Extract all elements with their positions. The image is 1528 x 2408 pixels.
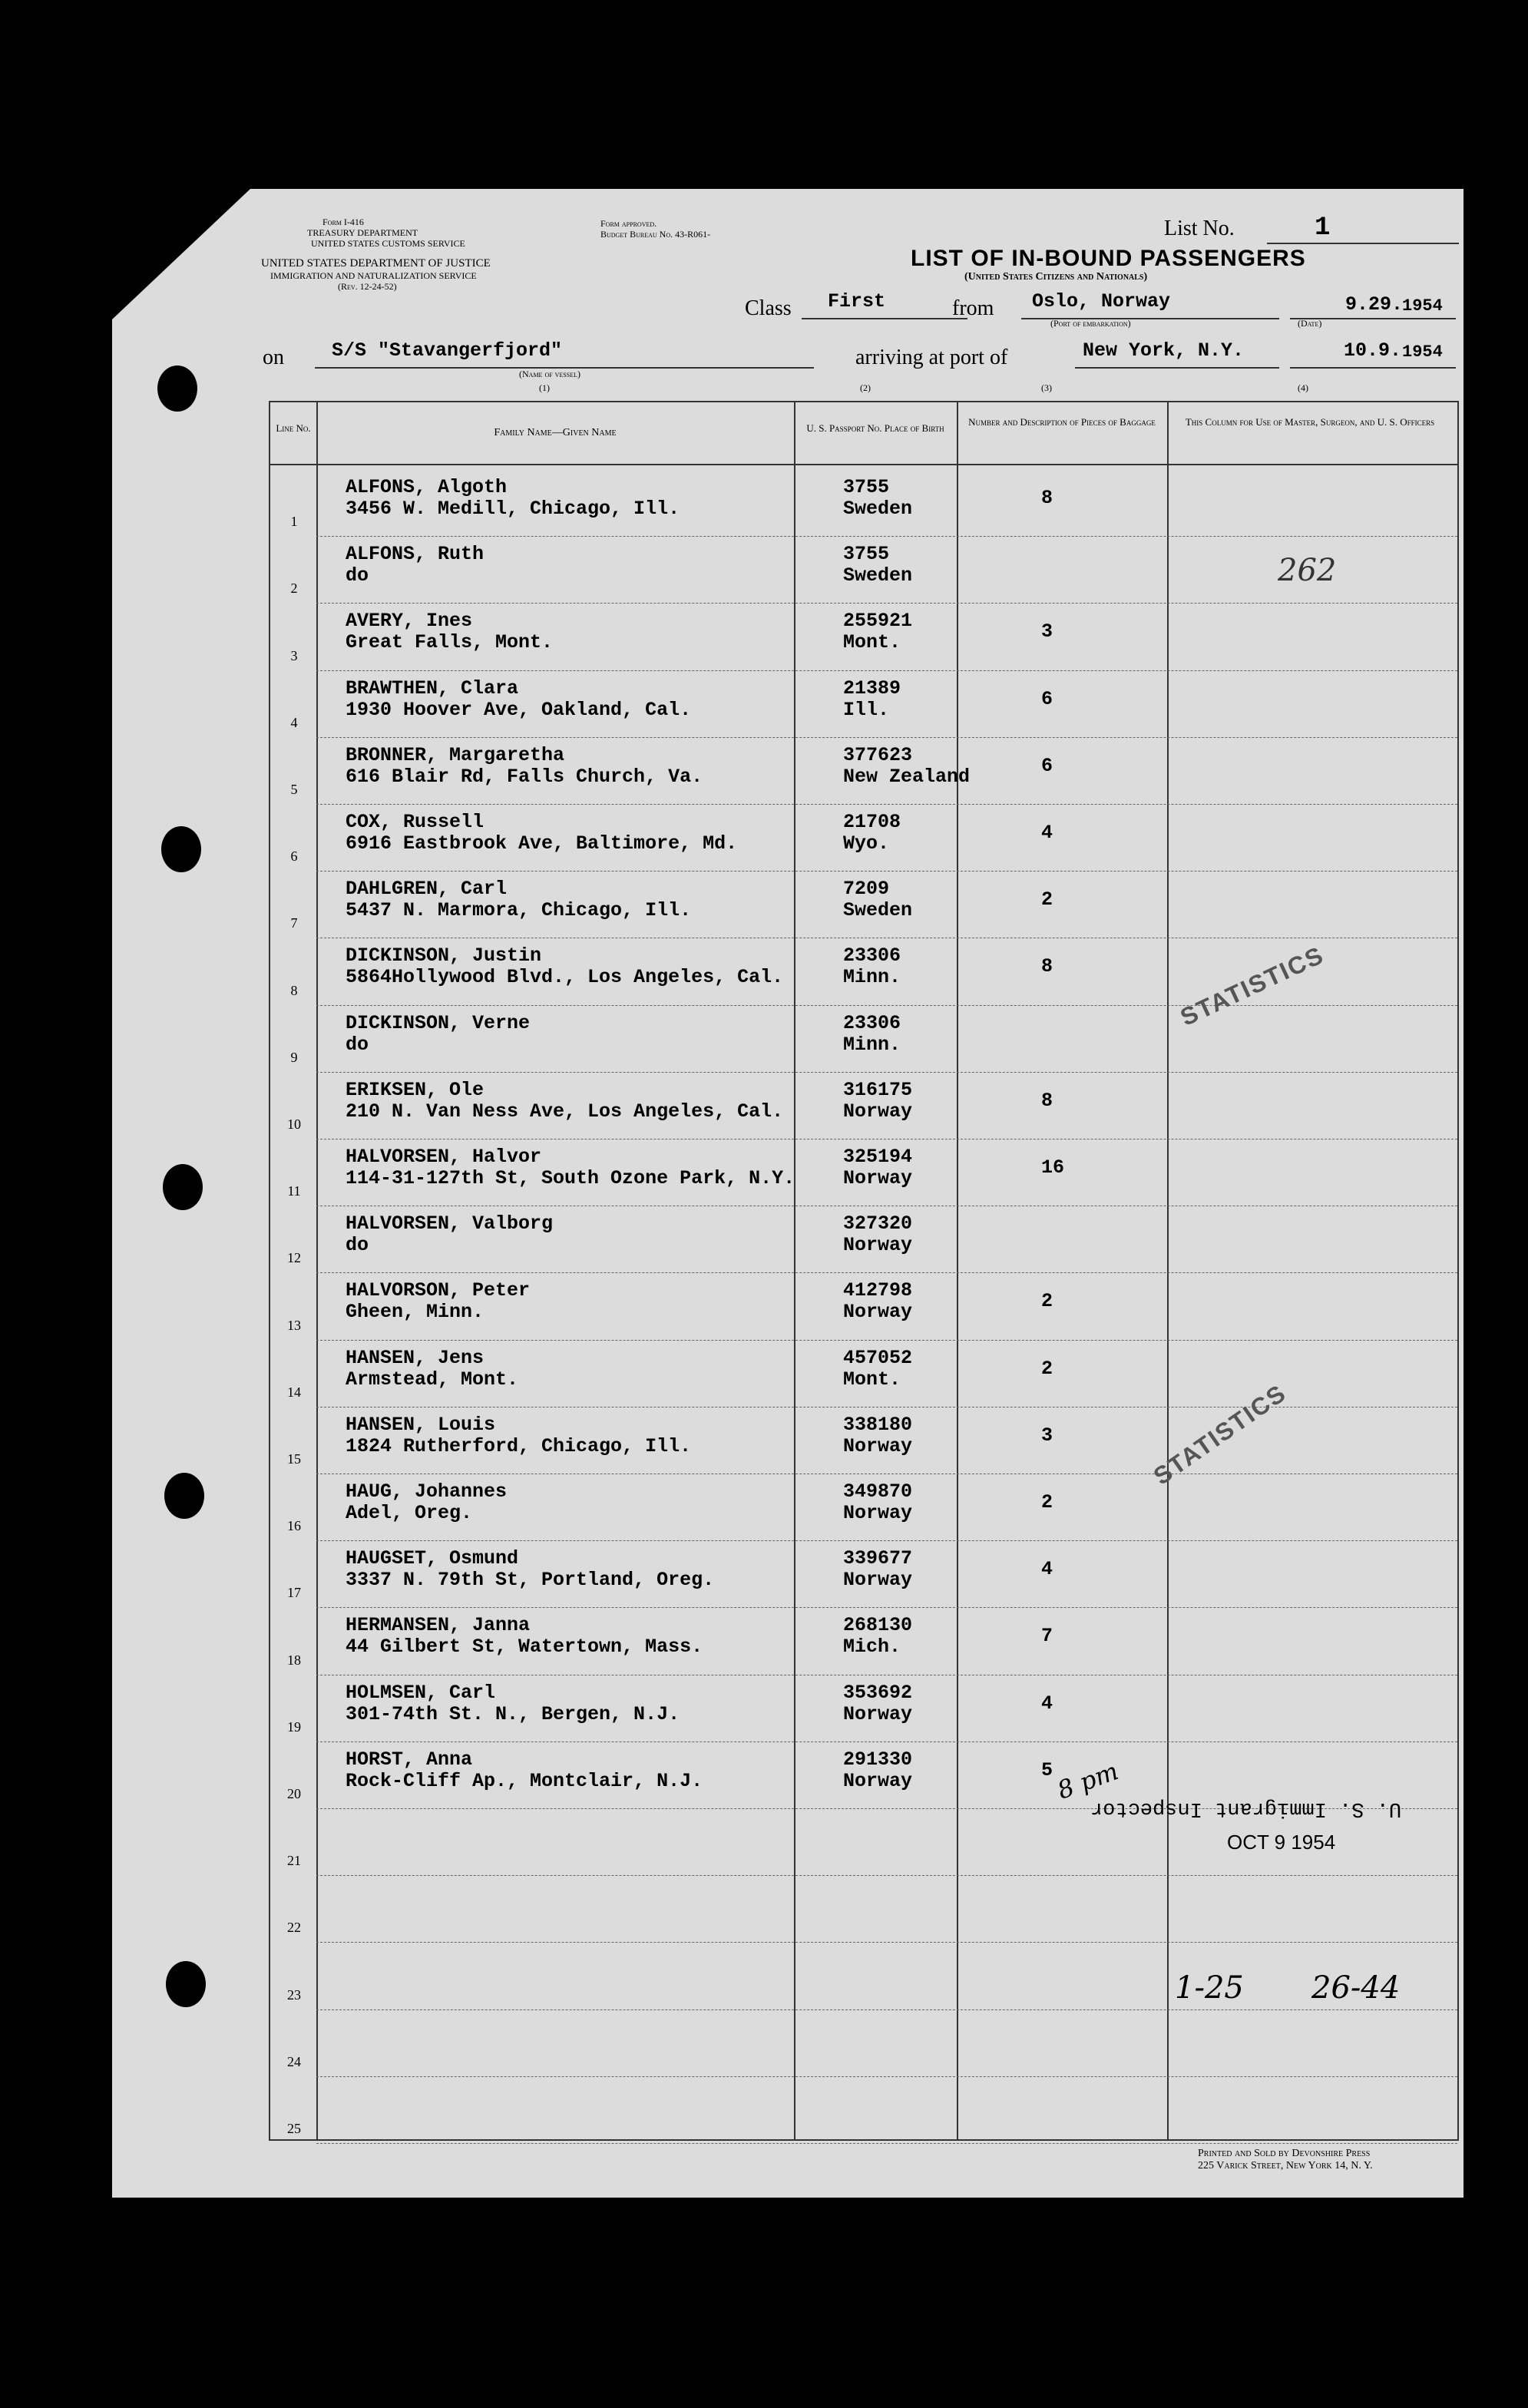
treasury-line: TREASURY DEPARTMENT xyxy=(307,227,418,238)
table-row xyxy=(270,738,1457,805)
passenger-address: do xyxy=(346,1033,369,1056)
arrival-date: 10.9. xyxy=(1344,339,1402,362)
list-no-label: List No. xyxy=(1164,217,1235,240)
baggage-count: 8 xyxy=(1041,1089,1053,1112)
footer-printer: Printed and Sold by Devonshire Press xyxy=(1198,2148,1371,2159)
passport-number: 23306 xyxy=(843,944,901,968)
table-row xyxy=(270,872,1457,938)
customs-line: UNITED STATES CUSTOMS SERVICE xyxy=(311,238,465,249)
passenger-name: BRONNER, Margaretha xyxy=(346,743,565,766)
arrival-date-col-num: (4) xyxy=(1298,382,1308,393)
line-number: 22 xyxy=(287,1920,301,1936)
passenger-name: HAUG, Johannes xyxy=(346,1480,508,1503)
line-number: 8 xyxy=(290,982,298,998)
place-of-birth: Mich. xyxy=(843,1636,901,1659)
vessel-caption: (Name of vessel) xyxy=(519,369,580,379)
table-row xyxy=(270,1073,1457,1140)
passport-number: 255921 xyxy=(843,610,913,633)
place-of-birth: Mont. xyxy=(843,1368,901,1391)
table-row xyxy=(270,1608,1457,1675)
line-number: 13 xyxy=(287,1317,301,1333)
passenger-address: do xyxy=(346,564,369,587)
vessel-name: S/S "Stavangerfjord" xyxy=(332,339,563,362)
passenger-name: ALFONS, Algoth xyxy=(346,476,508,498)
form-approved: Form approved. xyxy=(600,218,657,229)
form-number: Form I-416 xyxy=(322,217,364,227)
passenger-table xyxy=(269,401,1459,2141)
class-underline xyxy=(802,318,967,319)
ins-line: IMMIGRATION AND NATURALIZATION SERVICE xyxy=(270,270,477,281)
table-row xyxy=(270,1140,1457,1206)
header-baggage: Number and Description of Pieces of Baggage xyxy=(968,416,1156,428)
line-number: 20 xyxy=(287,1785,301,1801)
passport-number: 3755 xyxy=(843,543,890,566)
passport-number: 457052 xyxy=(843,1346,913,1369)
line-number: 6 xyxy=(290,848,298,865)
place-of-birth: New Zealand xyxy=(843,765,971,788)
footer-address: 225 Varick Street, New York 14, N. Y. xyxy=(1198,2160,1373,2172)
revision-line: (Rev. 12-24-52) xyxy=(338,281,397,292)
passenger-address: Great Falls, Mont. xyxy=(346,631,554,654)
baggage-count: 8 xyxy=(1041,487,1053,509)
port-caption: (Port of embarkation) xyxy=(1050,318,1131,329)
header-officers: This Column for Use of Master, Surgeon, and U. S. Officers xyxy=(1185,416,1435,428)
table-row xyxy=(270,1943,1457,2009)
table-row xyxy=(270,1006,1457,1073)
passenger-address: 5864Hollywood Blvd., Los Angeles, Cal. xyxy=(346,966,784,989)
line-number: 1 xyxy=(290,514,298,530)
baggage-count: 16 xyxy=(1041,1156,1065,1179)
table-row xyxy=(270,604,1457,670)
table-row xyxy=(270,1474,1457,1541)
place-of-birth: Norway xyxy=(843,1100,913,1123)
place-of-birth: Norway xyxy=(843,1167,913,1189)
passenger-name: DICKINSON, Justin xyxy=(346,944,542,968)
place-of-birth: Sweden xyxy=(843,564,913,587)
passenger-name: AVERY, Ines xyxy=(346,610,473,633)
line-number: 23 xyxy=(287,1986,301,2003)
place-of-birth: Norway xyxy=(843,1434,913,1457)
on-label: on xyxy=(263,346,284,369)
passenger-address: 3337 N. 79th St, Portland, Oreg. xyxy=(346,1569,715,1592)
arriving-label: arriving at port of xyxy=(855,346,1008,369)
place-of-birth: Minn. xyxy=(843,966,901,989)
statistics-stamp-1: STATISTICS xyxy=(1176,941,1328,1032)
baggage-count: 8 xyxy=(1041,955,1053,978)
passport-number: 316175 xyxy=(843,1078,913,1101)
list-no-value: 1 xyxy=(1315,213,1331,243)
passenger-address: 44 Gilbert St, Watertown, Mass. xyxy=(346,1636,703,1659)
passenger-address: Gheen, Minn. xyxy=(346,1301,485,1324)
passenger-name: HALVORSON, Peter xyxy=(346,1279,531,1302)
passenger-name: HALVORSEN, Halvor xyxy=(346,1146,542,1168)
table-row xyxy=(270,1541,1457,1608)
row-divider xyxy=(316,2143,1457,2144)
tally-right: 26-44 xyxy=(1311,1970,1401,2006)
passport-number: 349870 xyxy=(843,1480,913,1503)
passport-number: 21708 xyxy=(843,811,901,833)
baggage-count: 4 xyxy=(1041,822,1053,844)
table-row xyxy=(270,1675,1457,1742)
passenger-address: 616 Blair Rd, Falls Church, Va. xyxy=(346,765,703,788)
inspector-stamp: U. S. Immigrant Inspector xyxy=(1090,1797,1402,1820)
depart-year: 1954 xyxy=(1402,296,1443,316)
baggage-count: 4 xyxy=(1041,1692,1053,1715)
place-of-birth: Norway xyxy=(843,1301,913,1324)
line-number: 3 xyxy=(290,647,298,663)
baggage-count: 2 xyxy=(1041,1290,1053,1313)
table-row xyxy=(270,2010,1457,2077)
baggage-count: 7 xyxy=(1041,1625,1053,1648)
place-of-birth: Sweden xyxy=(843,899,913,922)
place-of-birth: Norway xyxy=(843,1702,913,1725)
line-number: 7 xyxy=(290,915,298,931)
baggage-count: 3 xyxy=(1041,620,1053,643)
passport-number: 412798 xyxy=(843,1279,913,1302)
passport-number: 21389 xyxy=(843,676,901,700)
passenger-name: HALVORSEN, Valborg xyxy=(346,1212,554,1235)
justice-line: UNITED STATES DEPARTMENT OF JUSTICE xyxy=(261,257,491,270)
passenger-address: 1930 Hoover Ave, Oakland, Cal. xyxy=(346,698,692,721)
passenger-address: 210 N. Van Ness Ave, Los Angeles, Cal. xyxy=(346,1100,784,1123)
passport-number: 353692 xyxy=(843,1681,913,1704)
baggage-count: 2 xyxy=(1041,888,1053,911)
passport-number: 291330 xyxy=(843,1748,913,1771)
inspector-date: OCT 9 1954 xyxy=(1227,1831,1336,1854)
line-number: 25 xyxy=(287,2120,301,2136)
passenger-name: HAUGSET, Osmund xyxy=(346,1547,519,1570)
line-number: 18 xyxy=(287,1652,301,1668)
passport-number: 3755 xyxy=(843,476,890,498)
place-of-birth: Norway xyxy=(843,1234,913,1257)
passenger-name: HOLMSEN, Carl xyxy=(346,1681,496,1704)
passenger-name: BRAWTHEN, Clara xyxy=(346,676,519,700)
list-no-underline xyxy=(1267,243,1459,244)
table-row xyxy=(270,805,1457,872)
passenger-address: Adel, Oreg. xyxy=(346,1502,473,1524)
passenger-address: 1824 Rutherford, Chicago, Ill. xyxy=(346,1434,692,1457)
header-name: Family Name—Given Name xyxy=(494,427,617,438)
passenger-address: 6916 Eastbrook Ave, Baltimore, Md. xyxy=(346,832,738,855)
baggage-count: 5 xyxy=(1041,1758,1053,1781)
baggage-count: 2 xyxy=(1041,1491,1053,1513)
from-label: from xyxy=(952,296,994,320)
table-row xyxy=(270,470,1457,537)
place-of-birth: Mont. xyxy=(843,631,901,654)
table-row xyxy=(270,671,1457,738)
line-number: 10 xyxy=(287,1116,301,1132)
port-underline xyxy=(1075,367,1279,369)
line-number: 24 xyxy=(287,2053,301,2069)
passenger-address: Armstead, Mont. xyxy=(346,1368,519,1391)
passenger-address: 301-74th St. N., Bergen, N.J. xyxy=(346,1702,680,1725)
arrival-date-underline xyxy=(1290,367,1456,369)
form-subtitle: (United States Citizens and Nationals) xyxy=(964,271,1148,283)
depart-date: 9.29. xyxy=(1345,293,1404,316)
passport-number: 268130 xyxy=(843,1614,913,1637)
handwritten-note: 8 pm xyxy=(1053,1756,1123,1805)
passport-number: 327320 xyxy=(843,1212,913,1235)
place-of-birth: Minn. xyxy=(843,1033,901,1056)
place-of-birth: Norway xyxy=(843,1502,913,1524)
arrival-port: New York, N.Y. xyxy=(1083,339,1245,362)
port-col-num: (3) xyxy=(1041,382,1052,393)
from-value: Oslo, Norway xyxy=(1032,290,1171,313)
punch-hole xyxy=(163,1164,203,1210)
class-label: Class xyxy=(745,296,792,320)
line-number: 4 xyxy=(290,714,298,730)
vessel-col-num: (1) xyxy=(539,382,550,393)
statistics-stamp-2: STATISTICS xyxy=(1148,1378,1292,1490)
passport-number: 23306 xyxy=(843,1011,901,1034)
arrival-year: 1954 xyxy=(1402,342,1443,362)
table-row xyxy=(270,1273,1457,1340)
line-number: 17 xyxy=(287,1585,301,1601)
arriving-col-num: (2) xyxy=(860,382,871,393)
class-value: First xyxy=(828,290,886,313)
line-number: 21 xyxy=(287,1853,301,1869)
baggage-count: 3 xyxy=(1041,1424,1053,1447)
passenger-name: ERIKSEN, Ole xyxy=(346,1078,485,1101)
baggage-count: 2 xyxy=(1041,1357,1053,1380)
punch-hole xyxy=(157,366,197,412)
passport-number: 7209 xyxy=(843,878,890,901)
line-number: 5 xyxy=(290,781,298,797)
passenger-address: 114-31-127th St, South Ozone Park, N.Y. xyxy=(346,1167,795,1189)
line-number: 12 xyxy=(287,1250,301,1266)
place-of-birth: Norway xyxy=(843,1569,913,1592)
passenger-name: HERMANSEN, Janna xyxy=(346,1614,531,1637)
line-number: 11 xyxy=(287,1183,301,1199)
form-title: LIST OF IN-BOUND PASSENGERS xyxy=(911,246,1306,271)
baggage-count: 6 xyxy=(1041,754,1053,777)
passport-number: 325194 xyxy=(843,1146,913,1168)
table-row xyxy=(270,1206,1457,1273)
budget-bureau: Budget Bureau No. 43-R061- xyxy=(600,229,711,240)
line-number: 9 xyxy=(290,1049,298,1065)
passenger-address: Rock-Cliff Ap., Montclair, N.J. xyxy=(346,1769,703,1792)
page-corner-fold xyxy=(112,189,250,319)
table-row xyxy=(270,2077,1457,2144)
passenger-address: 5437 N. Marmora, Chicago, Ill. xyxy=(346,899,692,922)
header-passport: U. S. Passport No. Place of Birth xyxy=(806,422,944,434)
officer-note-262: 262 xyxy=(1278,553,1337,588)
table-row xyxy=(270,1407,1457,1474)
tally-left: 1-25 xyxy=(1175,1970,1244,2006)
passenger-name: DICKINSON, Verne xyxy=(346,1011,531,1034)
place-of-birth: Norway xyxy=(843,1769,913,1792)
place-of-birth: Ill. xyxy=(843,698,890,721)
line-number: 19 xyxy=(287,1718,301,1735)
passenger-name: COX, Russell xyxy=(346,811,485,833)
line-number: 2 xyxy=(290,580,298,597)
baggage-count: 6 xyxy=(1041,687,1053,710)
line-number: 16 xyxy=(287,1518,301,1534)
passenger-name: DAHLGREN, Carl xyxy=(346,878,508,901)
passenger-name: HORST, Anna xyxy=(346,1748,473,1771)
passport-number: 339677 xyxy=(843,1547,913,1570)
passport-number: 377623 xyxy=(843,743,913,766)
line-number: 14 xyxy=(287,1384,301,1400)
punch-hole xyxy=(166,1961,206,2007)
passenger-name: HANSEN, Jens xyxy=(346,1346,485,1369)
place-of-birth: Sweden xyxy=(843,498,913,520)
date-caption: (Date) xyxy=(1298,318,1322,329)
baggage-count: 4 xyxy=(1041,1558,1053,1581)
passenger-name: ALFONS, Ruth xyxy=(346,543,485,566)
line-number: 15 xyxy=(287,1450,301,1467)
place-of-birth: Wyo. xyxy=(843,832,890,855)
passenger-name: HANSEN, Louis xyxy=(346,1413,496,1436)
passport-number: 338180 xyxy=(843,1413,913,1436)
header-line-no: Line No. xyxy=(276,422,311,434)
passenger-address: 3456 W. Medill, Chicago, Ill. xyxy=(346,498,680,520)
punch-hole xyxy=(164,1473,204,1519)
table-row xyxy=(270,1876,1457,1943)
punch-hole xyxy=(161,826,201,872)
passenger-address: do xyxy=(346,1234,369,1257)
